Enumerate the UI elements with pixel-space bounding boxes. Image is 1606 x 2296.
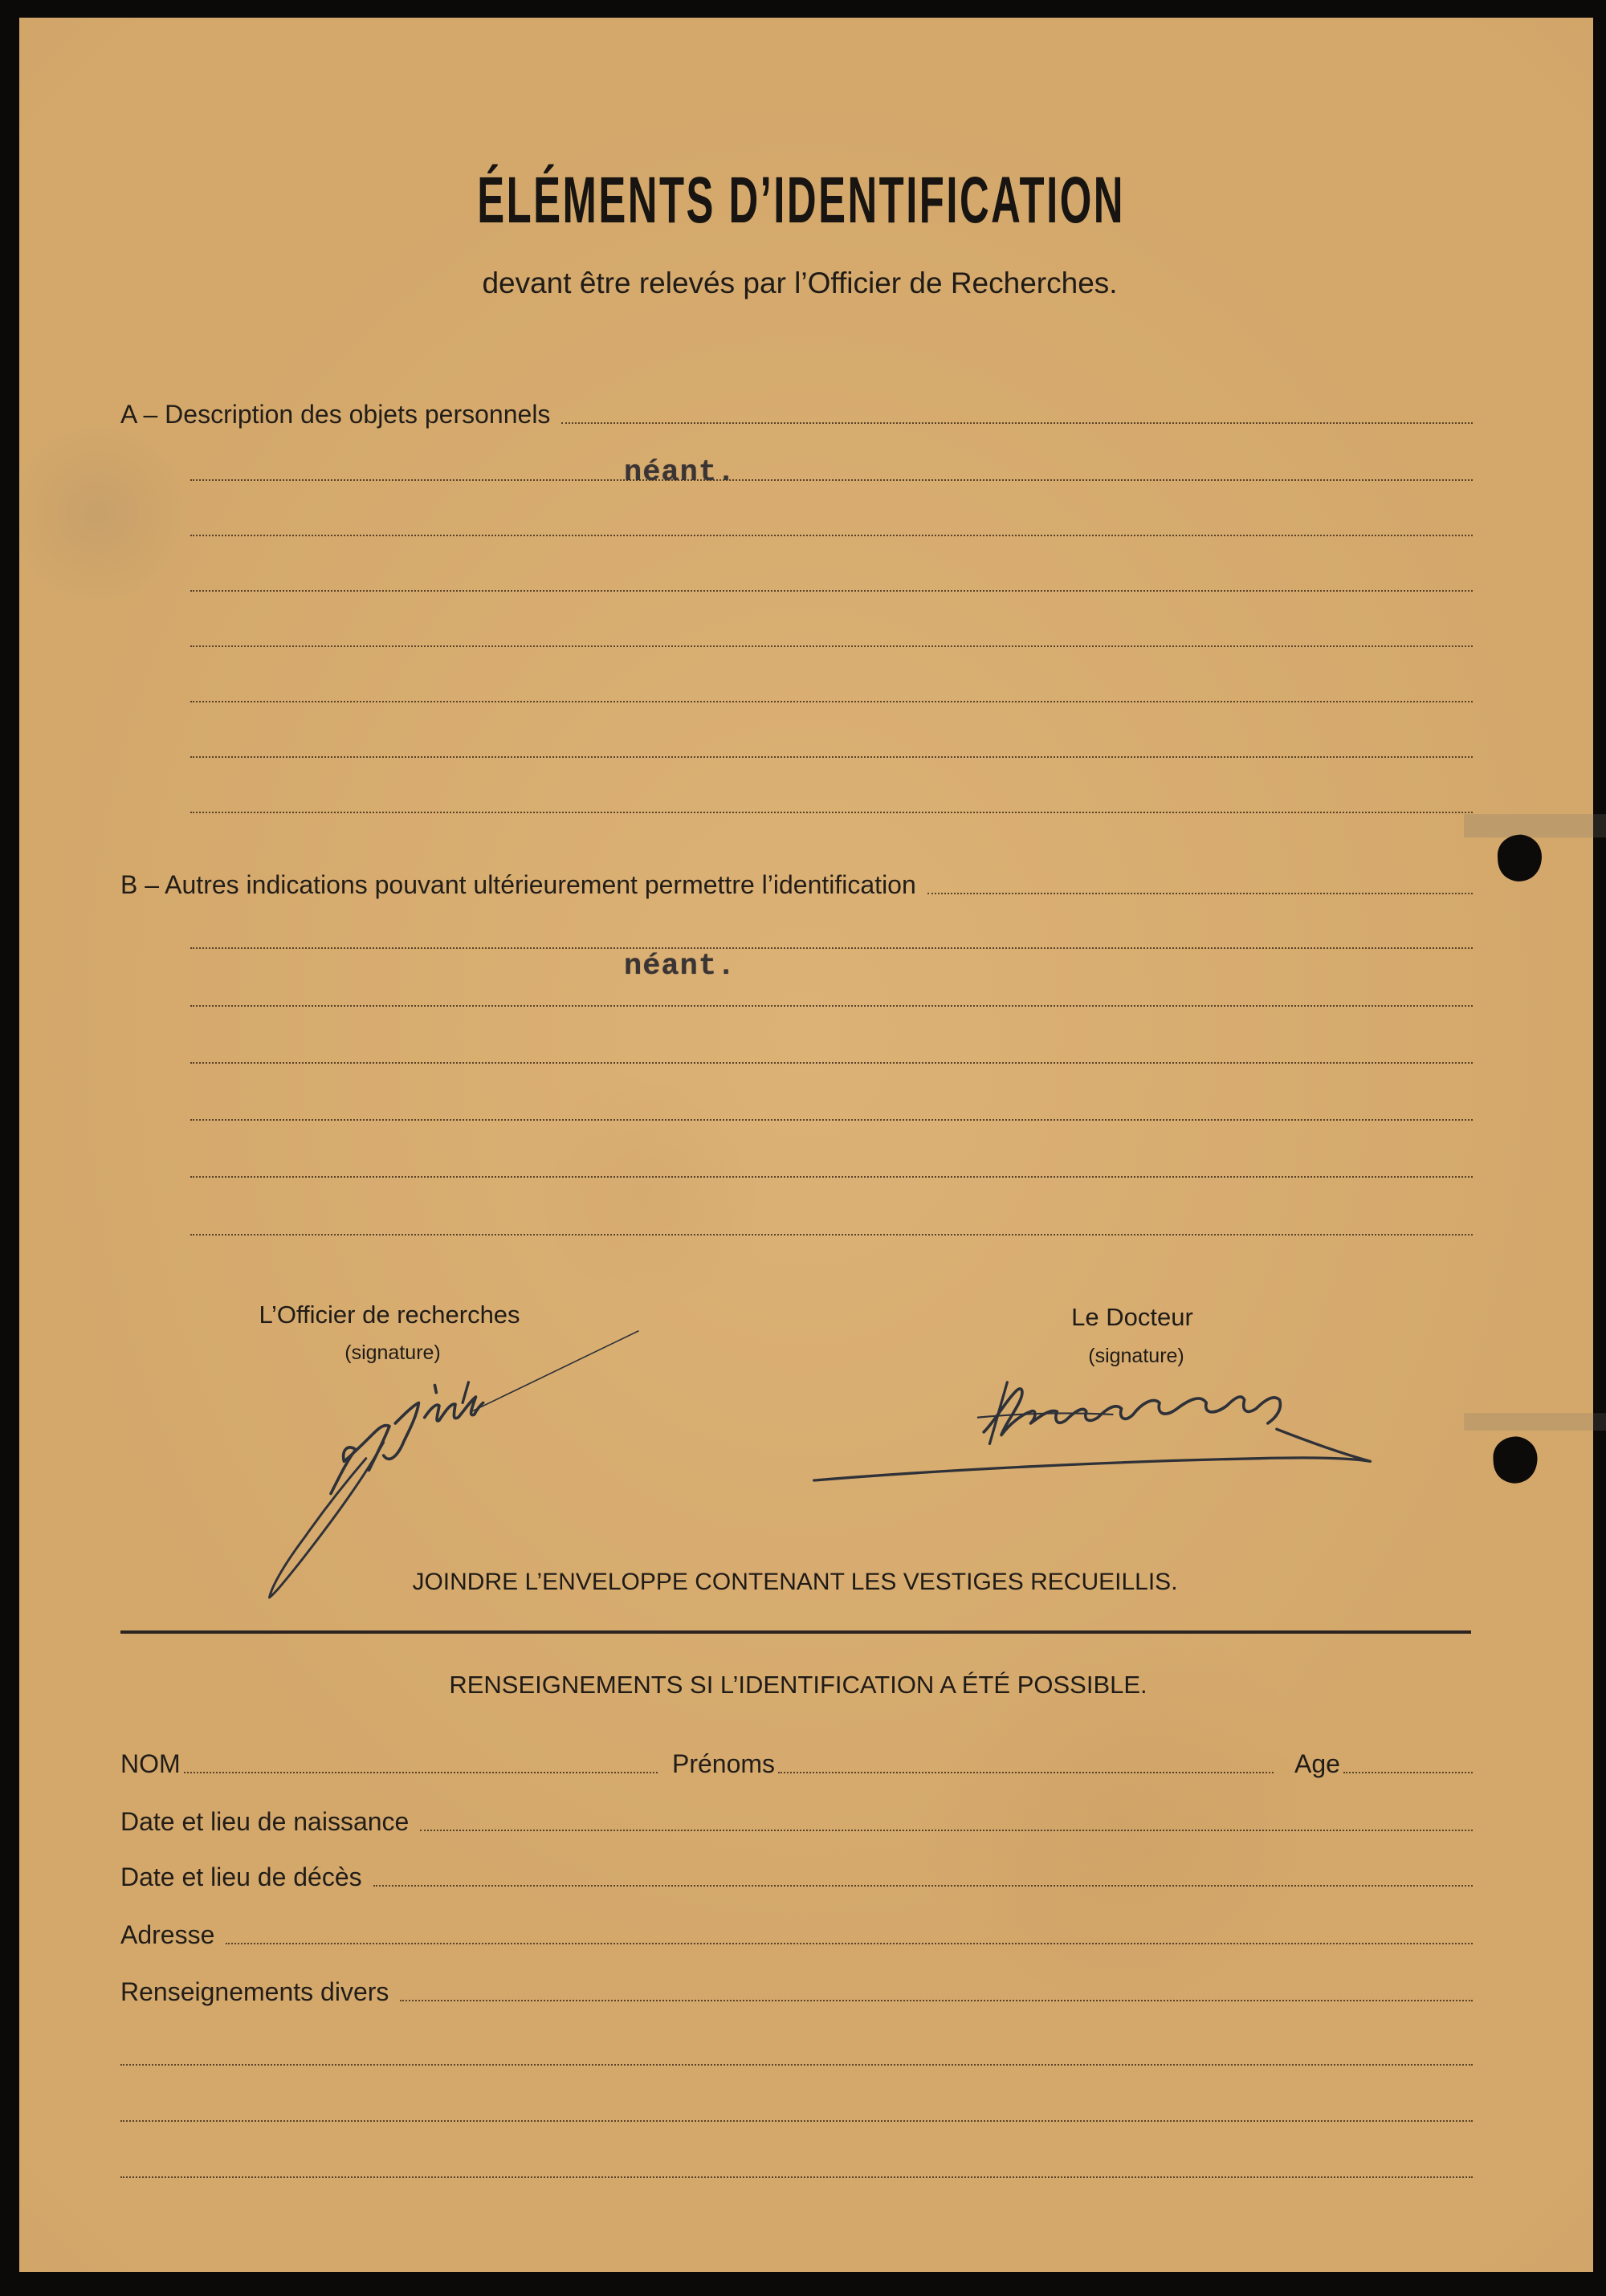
death-row (120, 1861, 1473, 1893)
dotted-leader (561, 422, 1473, 424)
dotted-line (190, 1007, 1473, 1064)
dotted-leader (184, 1772, 658, 1773)
dotted-leader (226, 1943, 1473, 1944)
prenoms-label: Prénoms (672, 1749, 776, 1778)
misc-label: Renseignements divers (120, 1977, 389, 2006)
section-a-lines (190, 425, 1473, 813)
birth-row (120, 1805, 1473, 1838)
dotted-line (190, 592, 1473, 647)
dotted-line (190, 481, 1473, 536)
dotted-line (190, 702, 1473, 758)
address-row (120, 1919, 1473, 1951)
dotted-line (120, 2122, 1473, 2178)
dotted-line (190, 1121, 1473, 1178)
address-label: Adresse (120, 1920, 215, 1949)
officer-signature-title: L’Officier de recherches (259, 1301, 520, 1329)
dotted-leader (1343, 1772, 1473, 1773)
form-subtitle: devant être relevés par l’Officier de Recherches. (482, 267, 1118, 299)
section-b-label: B – Autres indications pouvant ultérieurement permettre l’identification (120, 870, 916, 899)
dotted-line (190, 425, 1473, 481)
section-a-label: A – Description des objets personnels (120, 400, 551, 429)
misc-row (120, 1976, 1473, 2008)
dotted-line (190, 949, 1473, 1006)
nom-label: NOM (120, 1749, 181, 1778)
dotted-line (190, 1064, 1473, 1121)
dotted-line (120, 2009, 1473, 2066)
officer-signature-note: (signature) (344, 1341, 441, 1364)
prenoms-field (672, 1748, 1294, 1780)
dotted-line (190, 758, 1473, 813)
dotted-line (190, 1178, 1473, 1235)
section-divider (120, 1630, 1471, 1634)
dotted-leader (778, 1772, 1274, 1773)
section-b-typed-entry: néant. (624, 950, 736, 983)
dotted-leader (420, 1830, 1473, 1831)
section-b-lines (190, 892, 1473, 1236)
misc-lines (120, 2009, 1473, 2178)
dotted-line (190, 647, 1473, 702)
dotted-line (190, 892, 1473, 949)
doctor-signature-title: Le Docteur (1071, 1303, 1193, 1331)
dotted-line (190, 536, 1473, 592)
dotted-line (120, 2066, 1473, 2122)
section-a-typed-entry: néant. (624, 456, 736, 490)
identification-heading: RENSEIGNEMENTS SI L’IDENTIFICATION A ÉTÉ POSSIBLE. (449, 1671, 1147, 1699)
enclosure-note: JOINDRE L’ENVELOPPE CONTENANT LES VESTIGES RECUEILLIS. (412, 1569, 1178, 1595)
nom-field (120, 1748, 672, 1780)
name-row (120, 1748, 1473, 1780)
dotted-leader (400, 2000, 1473, 2001)
birth-label: Date et lieu de naissance (120, 1807, 410, 1836)
doctor-signature-note: (signature) (1088, 1345, 1184, 1367)
age-field (1294, 1748, 1473, 1780)
dotted-leader (373, 1885, 1473, 1887)
death-label: Date et lieu de décès (120, 1862, 362, 1891)
age-label: Age (1294, 1749, 1340, 1778)
form-title-text: ÉLÉMENTS D’IDENTIFICATION (477, 164, 1126, 237)
form-title (239, 161, 1363, 259)
